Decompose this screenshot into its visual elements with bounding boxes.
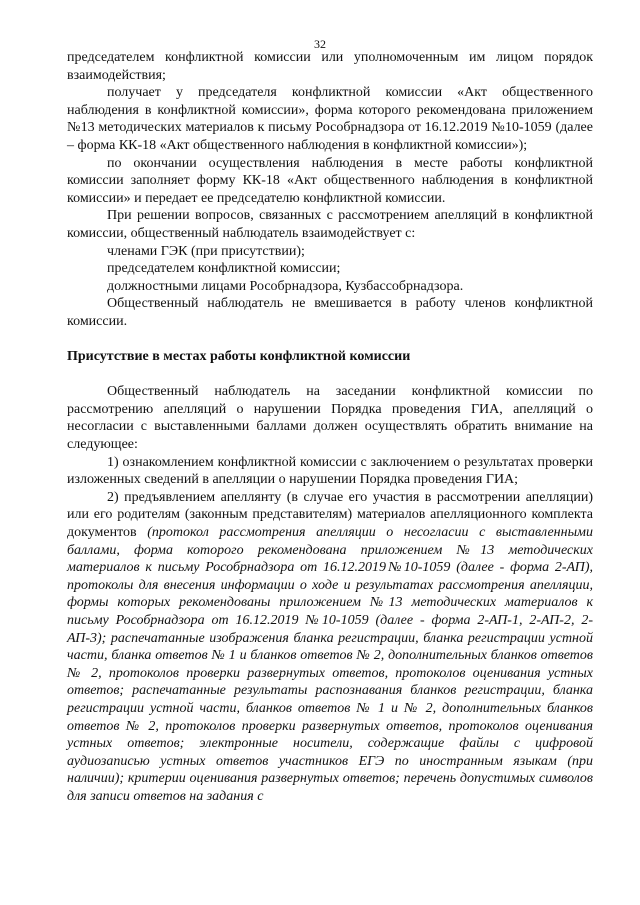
- list-item: [67, 489, 593, 806]
- paragraph: председателем конфликтной комиссии или уполномоченным им лицом порядок взаимодействия;: [67, 50, 593, 83]
- page-number: 32: [314, 37, 326, 51]
- paragraph: Общественный наблюдатель на заседании конфликтной комиссии по рассмотрению апелляций о нарушении Порядка проведения ГИА, апелляций о несогласии с выставленными баллами должен осуществлять обратить внимание на следующее:: [67, 384, 593, 453]
- spacer: [67, 331, 593, 349]
- page-content: [67, 49, 593, 806]
- paragraph: Общественный наблюдатель не вмешивается в работу членов конфликтной комиссии.: [67, 296, 593, 329]
- list-item: членами ГЭК (при присутствии);: [107, 243, 305, 259]
- item-italic-text: (протокол рассмотрения апелляции о несогласии с выставленными баллами, форма которого рекомендована приложением №13 методических материалов к письму Рособрнадзора от 16.12.2019№10-1059 (далее - форма 2-АП), протоколы для внесения информации о ходе и результатах рассмотрения апелляции, формы которых рекомендованы приложением №13 методических материалов к письму Рособрнадзора от 16.12.2019 №10-1059 (далее - форма 2-АП-1, 2-АП-2, 2-АП-3); распечатанные изображения бланка регистрации, бланка регистрации устной части, бланка ответов № 1 и бланков ответов № 2, дополнительных бланков ответов № 2, протоколов проверки развернутых ответов, протоколов оценивания устных ответов; распечатанные результаты распознавания бланков регистрации, бланка регистрации устной части, бланков ответов № 1 и № 2, дополнительных бланков ответов № 2, протоколов проверки развернутых ответов, протоколов оценивания устных ответов; электронные носители, содержащие файлы с цифровой аудиозаписью устных ответов участников ЕГЭ по иностранным языкам (при наличии); критерии оценивания развернутых ответов; перечень допустимых символов для записи ответов на задания с: [67, 525, 593, 804]
- spacer: [67, 366, 593, 384]
- paragraph: по окончании осуществления наблюдения в месте работы конфликтной комиссии заполняет форму КК-18 «Акт общественного наблюдения в конфликтной комиссии» и передает ее председателю конфликтной комиссии.: [67, 155, 593, 206]
- section-heading: Присутствие в местах работы конфликтной комиссии: [67, 349, 411, 365]
- list-item: должностными лицами Рособрнадзора, Кузбассобрнадзора.: [107, 278, 464, 294]
- list-item: председателем конфликтной комиссии;: [107, 261, 341, 277]
- paragraph: получает у председателя конфликтной комиссии «Акт общественного наблюдения в конфликтной комиссии», форма которого рекомендована приложением №13 методических материалов к письму Рособрнадзора от 16.12.2019 №10-1059 (далее – форма КК-18 «Акт общественного наблюдения в конфликтной комиссии»);: [67, 85, 593, 153]
- list-item: 1) ознакомлением конфликтной комиссии с заключением о результатах проверки изложенных сведений в апелляции о нарушении Порядка проведения ГИА;: [67, 454, 593, 488]
- item-text: 2) предъявлением апеллянту (в случае его участия в рассмотрении апелляции) или его родителям (законным представителям) материалов апелляционного комплекта документов: [67, 489, 593, 541]
- paragraph: При решении вопросов, связанных с рассмотрением апелляций в конфликтной комиссии, общественный наблюдатель взаимодействует с:: [67, 208, 593, 241]
